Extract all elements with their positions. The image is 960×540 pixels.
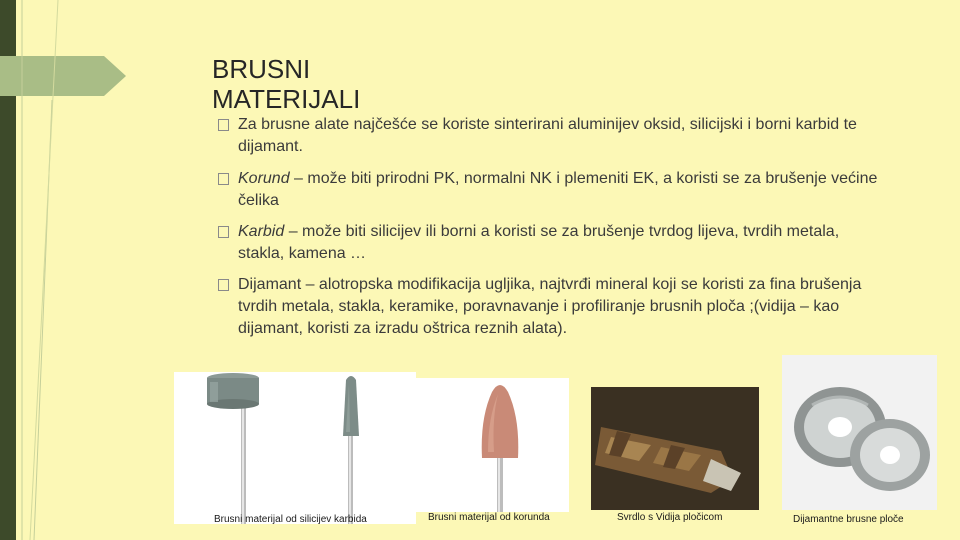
drill-bit-image bbox=[591, 387, 759, 510]
bullet-item bbox=[218, 168, 878, 212]
caption-silicon-carbide: Brusni materijal od silicijev karbida bbox=[214, 514, 367, 525]
caption-corundum: Brusni materijal od korunda bbox=[428, 512, 550, 523]
bullet-text: Dijamant – alotropska modifikacija ugljika, najtvrđi mineral koji se koristi za fina brušenja tvrdih metala, stakla, keramike, poravnavanje i profiliranje brusnih ploča ;(vidija – kao dijamant, koristi za izradu oštrica reznih alata). bbox=[238, 276, 862, 337]
caption-diamond: Dijamantne brusne ploče bbox=[793, 514, 904, 525]
bullet-box-icon bbox=[218, 173, 229, 185]
drill-photo bbox=[591, 387, 759, 510]
bullet-item bbox=[218, 274, 878, 340]
bullet-text: Za brusne alate najčešće se koriste sinterirani aluminijev oksid, silicijski i borni karbid te dijamant. bbox=[238, 116, 857, 155]
chevron-shape bbox=[0, 56, 126, 96]
mounted-points-image bbox=[174, 372, 416, 524]
bullet-text: – može biti silicijev ili borni a koristi se za brušenje tvrdog lijeva, tvrdih metala, stakla, kamena … bbox=[238, 223, 840, 262]
corundum-point-image bbox=[412, 378, 569, 512]
bullet-box-icon bbox=[218, 226, 229, 238]
bullet-box-icon bbox=[218, 119, 229, 131]
caption-drill: Svrdlo s Vidija pločicom bbox=[617, 512, 723, 523]
bullet-item bbox=[218, 114, 878, 158]
bullet-term: Karbid bbox=[238, 223, 285, 240]
diamond-wheels-image bbox=[782, 355, 937, 510]
bullet-box-icon bbox=[218, 279, 229, 291]
diamond-wheels-photo bbox=[782, 355, 937, 510]
slide-title: BRUSNI MATERIJALI bbox=[212, 54, 361, 114]
bullet-item bbox=[218, 221, 878, 265]
silicon-carbide-photo bbox=[174, 372, 416, 524]
bullet-text: – može biti prirodni PK, normalni NK i plemeniti EK, a koristi se za brušenje većine čelika bbox=[238, 170, 878, 209]
bullet-term: Korund bbox=[238, 170, 290, 187]
corundum-photo bbox=[412, 378, 569, 512]
